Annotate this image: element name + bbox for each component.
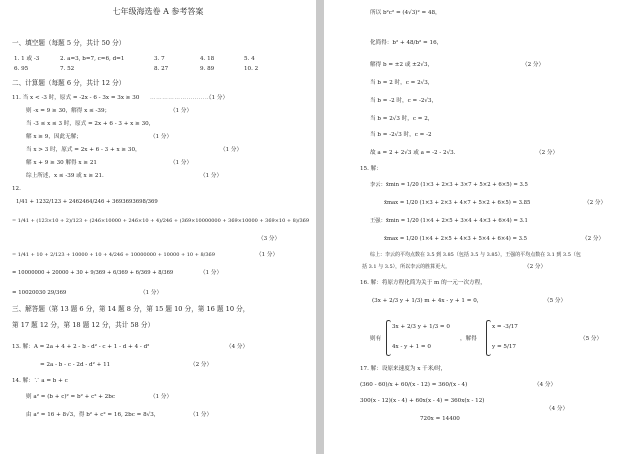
q11-line-4: 解 x ≥ 9，因此无解； (26, 134, 82, 140)
q11-score-2: （1 分） (170, 108, 193, 114)
fill-answer-6: 6. 95 (14, 66, 29, 72)
q15-score-1: （2 分） (584, 200, 607, 206)
q11-line-5: 当 x > 3 时，原式 = 2x + 6 - 3 + x ≥ 30， (26, 147, 141, 153)
q16-system-eq-2: 4x - y + 1 = 0 (392, 344, 431, 350)
q15-conclusion-1: 综上：李云的平均点数在 3.5 到 3.85（包括 3.5 与 3.85），王强的平均点数在 3.1 到 3.5（包 (370, 252, 581, 258)
q16-equation: (3x + 2/3 y + 1/3) m + 4x - y + 1 = 0， (372, 298, 483, 304)
q16-system-brace (386, 320, 391, 356)
q16-solution-x: x = -3/17 (492, 324, 518, 330)
q12-line-3: = 1/41 + 10 + 2/123 + 10000 + 10 + 4/246 + 10000000 + 10000 + 10 + 8/369 (12, 252, 215, 258)
fill-answer-8: 8. 27 (154, 66, 169, 72)
q13-score-1: （4 分） (226, 344, 249, 350)
q14-line-1: 14. 解：∵ a = b + c (12, 378, 68, 384)
r-line-6: 当 b = 2√3 时，c = 2， (370, 116, 434, 122)
left-page (0, 0, 316, 454)
q12-line-5: = 10020030 29/369 (12, 290, 67, 296)
q11-score-3: （1 分） (150, 134, 173, 140)
q14-score-1: （1 分） (150, 394, 173, 400)
q11-line-2: 则 -x = 9 ≥ 30，解得 x ≤ -39； (26, 108, 111, 114)
section-1-heading: 一、填空题（每题 5 分，共计 50 分） (12, 39, 126, 47)
q15-wang-min: 王强：x̄min = 1/20 (1×4 + 2×5 + 3×4 + 4×3 + 6×4) = 3.1 (370, 218, 528, 224)
q17-equation-3: 720x = 14400 (420, 416, 460, 422)
q12-line-4: = 10000000 + 20000 + 30 + 9/369 + 6/369 + 6/369 + 8/369 (12, 270, 174, 276)
fill-answer-7: 7. 52 (60, 66, 75, 72)
q11-score-4: （1 分） (220, 147, 243, 153)
q11-line-7: 综上所述，x ≤ -39 或 x ≥ 21. (26, 173, 104, 179)
q11-line-1: 11. 当 x < -3 时，原式 = -2x - 6 - 3x = 3x ≥ 30 (12, 95, 140, 101)
fill-answer-5: 5. 4 (244, 56, 255, 62)
page-title: 七年级海选卷 A 参考答案 (112, 7, 204, 16)
r-line-4: 当 b = 2 时，c = 2√3， (370, 80, 434, 86)
q16-solution-y: y = 5/17 (492, 344, 516, 350)
q15-li-max: x̄max = 1/20 (1×3 + 2×3 + 4×7 + 5×2 + 6×5) = 3.85 (384, 200, 531, 206)
q11-score-6: （1 分） (200, 173, 223, 179)
q13-score-2: （2 分） (190, 362, 213, 368)
r-score-1: （2 分） (522, 62, 545, 68)
q15-label: 15. 解： (360, 166, 382, 172)
q12-line-2: = 1/41 + (123×10 + 2)/123 + (246×10000 + 246×10 + 4)/246 + (369×10000000 + 369×10000 + 369×10 + 8)/369 (12, 218, 309, 224)
q14-line-3: 由 a² = 16 + 8√3，得 b² + c² = 16, 2bc = 8√3， (26, 412, 160, 418)
q15-wang-max: x̄max = 1/20 (1×4 + 2×5 + 4×3 + 5×4 + 6×4) = 3.5 (384, 236, 528, 242)
right-page (324, 0, 640, 454)
r-line-8: 故 a = 2 + 2√3 或 a = -2 - 2√3. (370, 150, 456, 156)
q11-line-3: 当 -3 ≤ x ≤ 3 时，原式 = 2x + 6 - 3 + x ≥ 30， (26, 121, 155, 127)
q12-score-2: （1 分） (256, 252, 279, 258)
q17-label: 17. 解：设原来速度为 x 千米/时， (360, 366, 447, 372)
q15-score-3: （2 分） (524, 264, 547, 270)
q13-line-1: 13. 解：A = 2a + 4 + 2 - b - d² - c + 1 - d + 4 - d² (12, 344, 150, 350)
leader-dots: ………………………… (150, 95, 211, 101)
q17-score-1: （4 分） (534, 382, 557, 388)
q12-line-1: 1/41 + 1232/123 + 2462464/246 + 3693693698/369 (16, 199, 158, 205)
fill-answer-1: 1. 1 或 -3 (14, 56, 40, 62)
q16-solution-brace (486, 320, 491, 356)
r-score-2: （2 分） (536, 150, 559, 156)
r-line-2: 化简得：b² + 48/b² = 16， (370, 40, 443, 46)
q11-score-5: （1 分） (170, 160, 193, 166)
q16-score-1: （5 分） (544, 298, 567, 304)
q14-line-2: 则 a² = (b + c)² = b² + c² + 2bc (26, 394, 115, 400)
q17-equation-2: 300(x - 12)(x - 4) + 60x(x - 4) = 360x(x - 12) (360, 398, 485, 404)
r-line-3: 解得 b = ±2 或 ±2√3， (370, 62, 434, 68)
q16-solve-text: ，解得 (460, 336, 477, 342)
q12-score-4: （1 分） (140, 290, 163, 296)
q16-score-2: （5 分） (580, 336, 603, 342)
q12-score-1: （3 分） (258, 236, 281, 242)
q15-conclusion-2: 括 3.1 与 3.5），所以李云的胜算更大。 (362, 264, 451, 270)
fill-answer-4: 4. 18 (200, 56, 215, 62)
q16-label: 16. 解：将原方程化简为关于 m 的一元一次方程， (360, 280, 486, 286)
q16-system-label: 则有 (370, 336, 382, 342)
q16-system-eq-1: 3x + 2/3 y + 1/3 = 0 (392, 324, 450, 330)
q11-score-1: （1 分） (206, 95, 229, 101)
q12-label: 12. (12, 186, 21, 192)
q15-score-2: （2 分） (582, 236, 605, 242)
q11-line-6: 解 x + 9 ≥ 30 解得 x ≥ 21 (26, 160, 97, 166)
q14-score-2: （1 分） (190, 412, 213, 418)
q17-score-2: （4 分） (546, 406, 569, 412)
fill-answer-3: 3. 7 (154, 56, 165, 62)
q13-line-2: = 2a - b - c - 2d - d² + 11 (40, 362, 111, 368)
q17-equation-1: (360 - 60)/x + 60/(x - 12) = 360/(x - 4) (360, 382, 468, 388)
q15-li-min: 李云：x̄min = 1/20 (1×3 + 2×3 + 3×7 + 5×2 + 6×5) = 3.5 (370, 182, 528, 188)
q12-score-3: （1 分） (200, 270, 223, 276)
fill-answer-9: 9. 89 (200, 66, 215, 72)
fill-answer-2: 2. a=3, b=7, c=6, d=1 (60, 56, 125, 62)
r-line-1: 所以 b²c² = (4√3)² = 48， (370, 10, 441, 16)
r-line-7: 当 b = -2√3 时，c = -2 (370, 132, 432, 138)
section-3-heading-cont: 第 17 题 12 分，第 18 题 12 分，共计 58 分） (12, 321, 155, 329)
r-line-5: 当 b = -2 时，c = -2√3， (370, 98, 438, 104)
section-3-heading: 三、解答题（第 13 题 6 分，第 14 题 8 分，第 15 题 10 分，第 16 题 10 分， (12, 305, 250, 313)
fill-answer-10: 10. 2 (244, 66, 259, 72)
section-2-heading: 二、计算题（每题 6 分，共计 12 分） (12, 79, 126, 87)
